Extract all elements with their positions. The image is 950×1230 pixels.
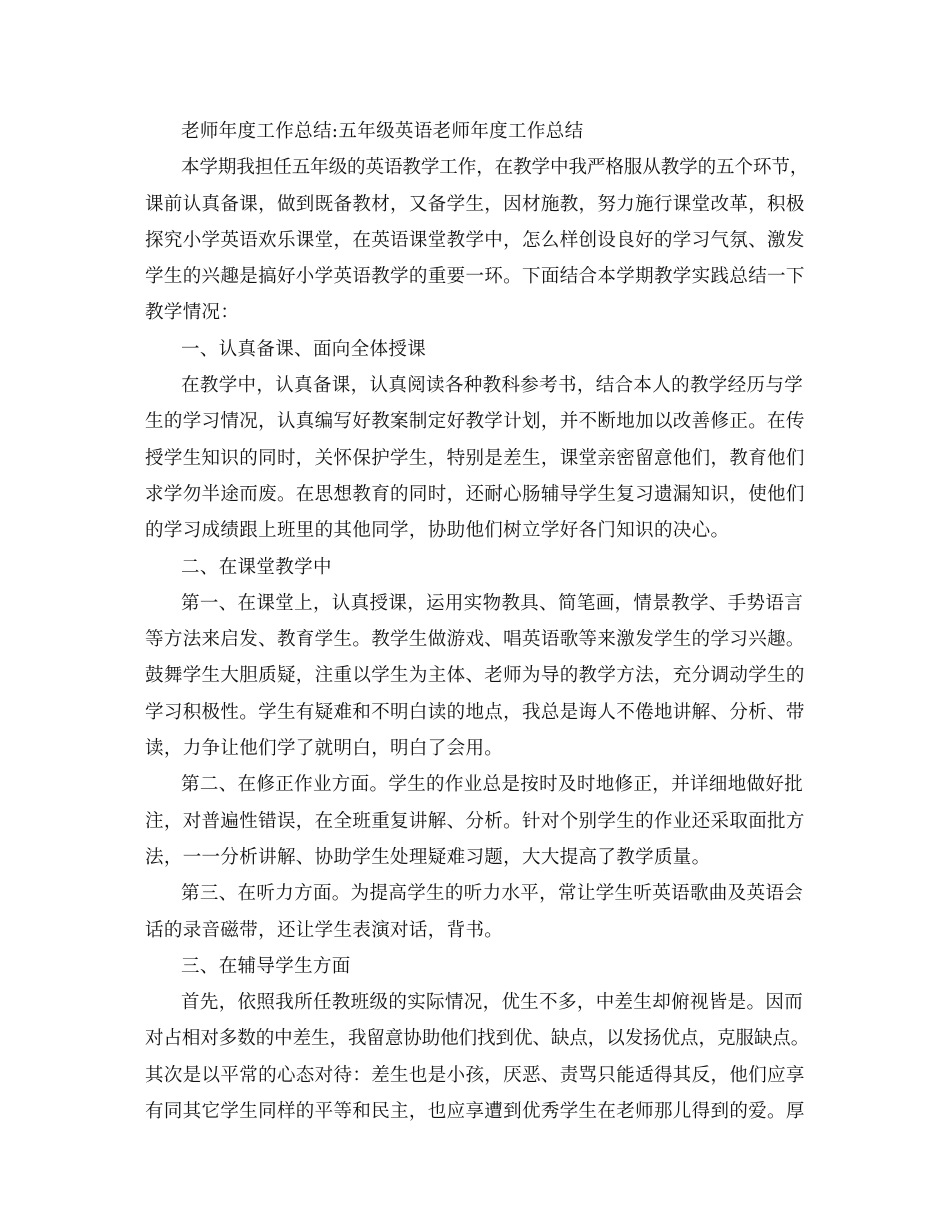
text-line: 话的录音磁带，还让学生表演对话，背书。: [145, 919, 504, 941]
text-line: 对占相对多数的中差生，我留意协助他们找到优、缺点，以发扬优点，克服缺点。: [145, 1028, 810, 1050]
text-line: 首先，依照我所任教班级的实际情况，优生不多，中差生却俯视皆是。因而: [181, 992, 804, 1014]
text-line: 鼓舞学生大胆质疑，注重以学生为主体、老师为导的教学方法，充分调动学生的: [145, 665, 805, 687]
text-line: 其次是以平常的心态对待：差生也是小孩，厌恶、责骂只能适得其反，他们应享: [145, 1064, 805, 1086]
text-line: 在教学中，认真备课，认真阅读各种教科参考书，结合本人的教学经历与学: [181, 375, 804, 397]
text-line: 注，对普遍性错误，在全班重复讲解、分析。针对个别学生的作业还采取面批方: [145, 810, 805, 832]
text-line: 三、在辅导学生方面: [181, 955, 351, 977]
text-line: 法，一一分析讲解、协助学生处理疑难习题，大大提高了教学质量。: [145, 846, 711, 868]
text-line: 等方法来启发、教育学生。教学生做游戏、唱英语歌等来激发学生的学习兴趣。: [145, 629, 805, 651]
text-line: 一、认真备课、面向全体授课: [181, 338, 427, 360]
text-line: 二、在课堂教学中: [181, 556, 332, 578]
document-body: [145, 114, 810, 1130]
text-line: 教学情况：: [145, 302, 240, 324]
text-line: 学生的兴趣是搞好小学英语教学的重要一环。下面结合本学期教学实践总结一下: [145, 266, 805, 288]
text-line: 探究小学英语欢乐课堂，在英语课堂教学中，怎么样创设良好的学习气氛、激发: [145, 229, 805, 251]
text-line: 有同其它学生同样的平等和民主，也应享遭到优秀学生在老师那儿得到的爱。厚: [145, 1101, 805, 1123]
text-line: 本学期我担任五年级的英语教学工作，在教学中我严格服从教学的五个环节，: [181, 157, 809, 179]
text-line: 的学习成绩跟上班里的其他同学，协助他们树立学好各门知识的决心。: [145, 520, 730, 542]
text-line: 求学勿半途而废。在思想教育的同时，还耐心肠辅导学生复习遗漏知识，使他们: [145, 483, 805, 505]
text-line: 课前认真备课，做到既备教材，又备学生，因材施教，努力施行课堂改革，积极: [145, 193, 805, 215]
text-line: 生的学习情况，认真编写好教案制定好教学计划，并不断地加以改善修正。在传: [145, 411, 805, 433]
text-line: 读，力争让他们学了就明白，明白了会用。: [145, 738, 504, 760]
text-line: 授学生知识的同时，关怀保护学生，特别是差生，课堂亲密留意他们，教育他们: [145, 447, 805, 469]
text-line: 学习积极性。学生有疑难和不明白读的地点，我总是诲人不倦地讲解、分析、带: [145, 701, 805, 723]
text-line: 第一、在课堂上，认真授课，运用实物教具、简笔画，情景教学、手势语言: [181, 592, 804, 614]
text-line: 第三、在听力方面。为提高学生的听力水平，常让学生听英语歌曲及英语会: [181, 883, 804, 905]
document-title: 老师年度工作总结:五年级英语老师年度工作总结: [181, 121, 584, 142]
text-line: 第二、在修正作业方面。学生的作业总是按时及时地修正，并详细地做好批: [181, 774, 804, 796]
